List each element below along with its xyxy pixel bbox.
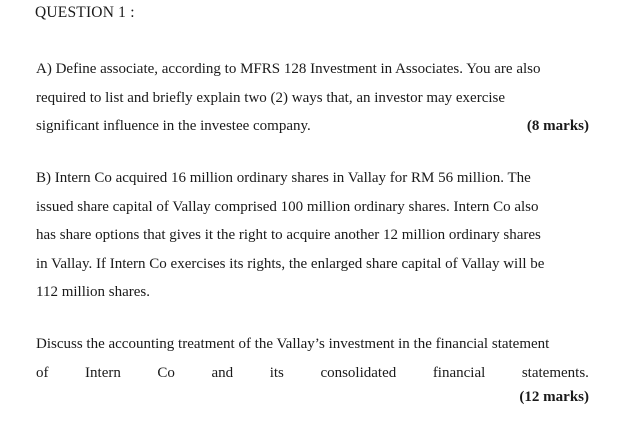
discussion-word: consolidated — [320, 364, 397, 381]
part-b-line-5: 112 million shares. — [36, 284, 151, 300]
part-b-line-2: issued share capital of Vallay comprised 100 million ordinary shares. Intern Co also — [36, 198, 539, 215]
discussion-word: its — [269, 364, 284, 381]
discussion-word: statements. — [521, 364, 589, 381]
discussion-word: of — [36, 364, 49, 381]
discussion-word: financial — [432, 364, 486, 381]
discussion-line-2 — [36, 359, 589, 388]
discussion-word: Co — [157, 364, 175, 381]
discussion-marks: (12 marks) — [519, 389, 589, 405]
part-b-paragraph — [36, 164, 589, 307]
part-a-paragraph — [36, 55, 589, 141]
part-a-line-1: A) Define associate, according to MFRS 128 Investment in Associates. You are also — [36, 61, 541, 77]
discussion-line-1: Discuss the accounting treatment of the Vallay’s investment in the financial statement — [36, 336, 550, 352]
part-a-line-2: required to list and briefly explain two (2) ways that, an investor may exercise — [36, 89, 506, 106]
discussion-word: and — [211, 364, 234, 381]
part-b-line-1: B) Intern Co acquired 16 million ordinary shares in Vallay for RM 56 million. The — [36, 170, 531, 186]
discussion-word: Intern — [85, 364, 121, 381]
part-a-marks: (8 marks) — [526, 118, 589, 134]
part-a-line-3: significant influence in the investee company. (8 marks) — [36, 112, 589, 141]
part-b-line-3: has share options that gives it the right to acquire another 12 million ordinary shares — [36, 227, 541, 243]
question-heading: QUESTION 1 : — [35, 4, 135, 21]
part-b-line-4: in Vallay. If Intern Co exercises its rights, the enlarged share capital of Vallay will be — [36, 255, 545, 272]
discussion-paragraph — [36, 330, 589, 387]
